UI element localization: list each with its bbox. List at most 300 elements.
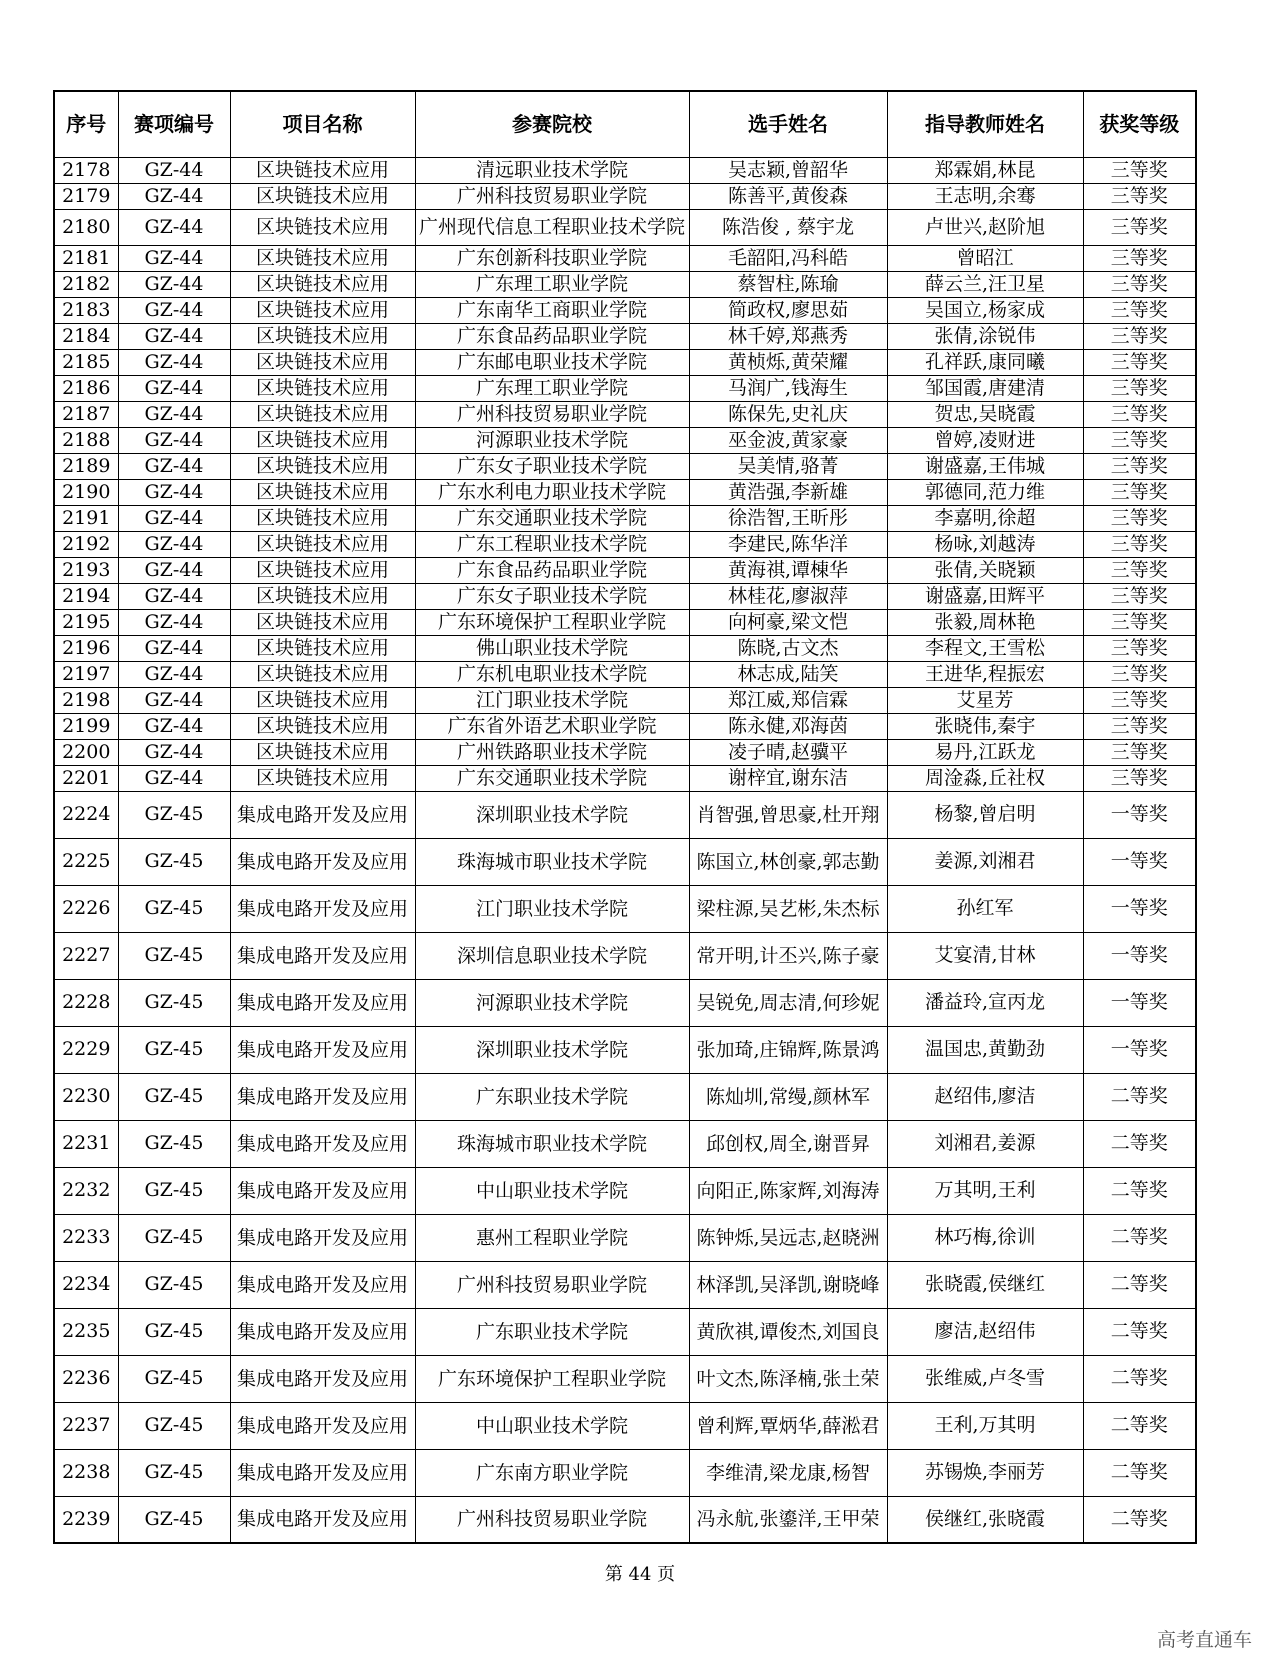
school-cell: 广东职业技术学院 bbox=[415, 1308, 689, 1355]
table-row bbox=[54, 479, 1196, 505]
advisors-cell: 吴国立,杨家成 bbox=[887, 297, 1083, 323]
contestants-cell: 陈晓,古文杰 bbox=[689, 635, 887, 661]
contestants-cell: 凌子晴,赵骥平 bbox=[689, 739, 887, 765]
table-row bbox=[54, 1449, 1196, 1496]
event-code-cell: GZ-44 bbox=[118, 609, 230, 635]
serial-cell: 2179 bbox=[54, 183, 118, 209]
advisors-cell: 艾宴清,甘林 bbox=[887, 932, 1083, 979]
award-cell: 二等奖 bbox=[1083, 1167, 1196, 1214]
contestants-cell: 蔡智柱,陈瑜 bbox=[689, 271, 887, 297]
serial-cell: 2230 bbox=[54, 1073, 118, 1120]
advisors-cell: 侯继红,张晓霞 bbox=[887, 1496, 1083, 1543]
event-code-cell: GZ-45 bbox=[118, 885, 230, 932]
award-cell: 三等奖 bbox=[1083, 635, 1196, 661]
table-row bbox=[54, 687, 1196, 713]
column-header: 获奖等级 bbox=[1083, 91, 1196, 157]
school-cell: 清远职业技术学院 bbox=[415, 157, 689, 183]
project-name-cell: 集成电路开发及应用 bbox=[230, 1402, 415, 1449]
table-row bbox=[54, 427, 1196, 453]
award-cell: 三等奖 bbox=[1083, 479, 1196, 505]
serial-cell: 2229 bbox=[54, 1026, 118, 1073]
school-cell: 河源职业技术学院 bbox=[415, 979, 689, 1026]
project-name-cell: 区块链技术应用 bbox=[230, 739, 415, 765]
serial-cell: 2180 bbox=[54, 209, 118, 245]
table-row bbox=[54, 1308, 1196, 1355]
table-row bbox=[54, 401, 1196, 427]
advisors-cell: 张倩,关晓颖 bbox=[887, 557, 1083, 583]
contestants-cell: 陈浩俊 , 蔡宇龙 bbox=[689, 209, 887, 245]
serial-cell: 2234 bbox=[54, 1261, 118, 1308]
serial-cell: 2239 bbox=[54, 1496, 118, 1543]
school-cell: 广东女子职业技术学院 bbox=[415, 583, 689, 609]
table-row bbox=[54, 1261, 1196, 1308]
event-code-cell: GZ-45 bbox=[118, 838, 230, 885]
project-name-cell: 区块链技术应用 bbox=[230, 183, 415, 209]
event-code-cell: GZ-44 bbox=[118, 349, 230, 375]
award-cell: 一等奖 bbox=[1083, 791, 1196, 838]
advisors-cell: 周淦淼,丘社权 bbox=[887, 765, 1083, 791]
serial-cell: 2196 bbox=[54, 635, 118, 661]
event-code-cell: GZ-44 bbox=[118, 427, 230, 453]
contestants-cell: 陈保先,史礼庆 bbox=[689, 401, 887, 427]
award-cell: 三等奖 bbox=[1083, 505, 1196, 531]
project-name-cell: 区块链技术应用 bbox=[230, 635, 415, 661]
project-name-cell: 集成电路开发及应用 bbox=[230, 1026, 415, 1073]
project-name-cell: 区块链技术应用 bbox=[230, 323, 415, 349]
school-cell: 广东职业技术学院 bbox=[415, 1073, 689, 1120]
table-row bbox=[54, 453, 1196, 479]
contestants-cell: 毛韶阳,冯科皓 bbox=[689, 245, 887, 271]
advisors-cell: 孔祥跃,康同曦 bbox=[887, 349, 1083, 375]
project-name-cell: 集成电路开发及应用 bbox=[230, 838, 415, 885]
contestants-cell: 林志成,陆笑 bbox=[689, 661, 887, 687]
advisors-cell: 万其明,王利 bbox=[887, 1167, 1083, 1214]
project-name-cell: 区块链技术应用 bbox=[230, 661, 415, 687]
project-name-cell: 集成电路开发及应用 bbox=[230, 1449, 415, 1496]
serial-cell: 2189 bbox=[54, 453, 118, 479]
contestants-cell: 巫金波,黄家豪 bbox=[689, 427, 887, 453]
table-row bbox=[54, 209, 1196, 245]
award-cell: 一等奖 bbox=[1083, 1026, 1196, 1073]
column-header: 指导教师姓名 bbox=[887, 91, 1083, 157]
school-cell: 广东南华工商职业学院 bbox=[415, 297, 689, 323]
advisors-cell: 苏锡焕,李丽芳 bbox=[887, 1449, 1083, 1496]
award-cell: 三等奖 bbox=[1083, 531, 1196, 557]
school-cell: 广东交通职业技术学院 bbox=[415, 505, 689, 531]
award-cell: 二等奖 bbox=[1083, 1449, 1196, 1496]
advisors-cell: 艾星芳 bbox=[887, 687, 1083, 713]
serial-cell: 2200 bbox=[54, 739, 118, 765]
table-row bbox=[54, 557, 1196, 583]
table-row bbox=[54, 1355, 1196, 1402]
award-cell: 二等奖 bbox=[1083, 1073, 1196, 1120]
award-cell: 三等奖 bbox=[1083, 765, 1196, 791]
table-row bbox=[54, 245, 1196, 271]
advisors-cell: 邹国霞,唐建清 bbox=[887, 375, 1083, 401]
contestants-cell: 冯永航,张鎏洋,王甲荣 bbox=[689, 1496, 887, 1543]
project-name-cell: 集成电路开发及应用 bbox=[230, 1214, 415, 1261]
contestants-cell: 林泽凯,吴泽凯,谢晓峰 bbox=[689, 1261, 887, 1308]
table-row bbox=[54, 885, 1196, 932]
award-cell: 三等奖 bbox=[1083, 427, 1196, 453]
award-cell: 三等奖 bbox=[1083, 157, 1196, 183]
event-code-cell: GZ-44 bbox=[118, 479, 230, 505]
table-row bbox=[54, 609, 1196, 635]
project-name-cell: 区块链技术应用 bbox=[230, 349, 415, 375]
project-name-cell: 集成电路开发及应用 bbox=[230, 1261, 415, 1308]
award-cell: 二等奖 bbox=[1083, 1402, 1196, 1449]
contestants-cell: 谢梓宜,谢东洁 bbox=[689, 765, 887, 791]
column-header: 参赛院校 bbox=[415, 91, 689, 157]
serial-cell: 2182 bbox=[54, 271, 118, 297]
serial-cell: 2191 bbox=[54, 505, 118, 531]
event-code-cell: GZ-45 bbox=[118, 1026, 230, 1073]
school-cell: 广州科技贸易职业学院 bbox=[415, 183, 689, 209]
school-cell: 广东女子职业技术学院 bbox=[415, 453, 689, 479]
contestants-cell: 向柯豪,梁文恺 bbox=[689, 609, 887, 635]
advisors-cell: 王进华,程振宏 bbox=[887, 661, 1083, 687]
table-body bbox=[54, 157, 1196, 1543]
project-name-cell: 集成电路开发及应用 bbox=[230, 1496, 415, 1543]
award-cell: 三等奖 bbox=[1083, 583, 1196, 609]
contestants-cell: 黄桢烁,黄荣耀 bbox=[689, 349, 887, 375]
school-cell: 广州现代信息工程职业技术学院 bbox=[415, 209, 689, 245]
event-code-cell: GZ-45 bbox=[118, 1261, 230, 1308]
event-code-cell: GZ-44 bbox=[118, 183, 230, 209]
table-row bbox=[54, 1026, 1196, 1073]
contestants-cell: 林桂花,廖淑萍 bbox=[689, 583, 887, 609]
school-cell: 深圳职业技术学院 bbox=[415, 1026, 689, 1073]
contestants-cell: 郑江威,郑信霖 bbox=[689, 687, 887, 713]
project-name-cell: 区块链技术应用 bbox=[230, 297, 415, 323]
award-cell: 一等奖 bbox=[1083, 838, 1196, 885]
serial-cell: 2198 bbox=[54, 687, 118, 713]
contestants-cell: 曾利辉,覃炳华,薛淞君 bbox=[689, 1402, 887, 1449]
award-cell: 三等奖 bbox=[1083, 375, 1196, 401]
column-header: 赛项编号 bbox=[118, 91, 230, 157]
contestants-cell: 常开明,计丕兴,陈子豪 bbox=[689, 932, 887, 979]
school-cell: 广州科技贸易职业学院 bbox=[415, 1496, 689, 1543]
school-cell: 广州铁路职业技术学院 bbox=[415, 739, 689, 765]
award-cell: 三等奖 bbox=[1083, 349, 1196, 375]
table-row bbox=[54, 1167, 1196, 1214]
school-cell: 广东食品药品职业学院 bbox=[415, 557, 689, 583]
table-row bbox=[54, 157, 1196, 183]
award-cell: 三等奖 bbox=[1083, 687, 1196, 713]
event-code-cell: GZ-45 bbox=[118, 1355, 230, 1402]
advisors-cell: 赵绍伟,廖洁 bbox=[887, 1073, 1083, 1120]
serial-cell: 2201 bbox=[54, 765, 118, 791]
project-name-cell: 集成电路开发及应用 bbox=[230, 979, 415, 1026]
school-cell: 佛山职业技术学院 bbox=[415, 635, 689, 661]
table-row bbox=[54, 635, 1196, 661]
award-cell: 一等奖 bbox=[1083, 932, 1196, 979]
advisors-cell: 杨咏,刘越涛 bbox=[887, 531, 1083, 557]
serial-cell: 2236 bbox=[54, 1355, 118, 1402]
award-cell: 三等奖 bbox=[1083, 609, 1196, 635]
award-cell: 三等奖 bbox=[1083, 271, 1196, 297]
serial-cell: 2225 bbox=[54, 838, 118, 885]
project-name-cell: 区块链技术应用 bbox=[230, 157, 415, 183]
table-row bbox=[54, 932, 1196, 979]
serial-cell: 2233 bbox=[54, 1214, 118, 1261]
advisors-cell: 张维威,卢冬雪 bbox=[887, 1355, 1083, 1402]
event-code-cell: GZ-44 bbox=[118, 209, 230, 245]
serial-cell: 2226 bbox=[54, 885, 118, 932]
table-row bbox=[54, 505, 1196, 531]
table-row bbox=[54, 1073, 1196, 1120]
contestants-cell: 叶文杰,陈泽楠,张土荣 bbox=[689, 1355, 887, 1402]
serial-cell: 2232 bbox=[54, 1167, 118, 1214]
school-cell: 河源职业技术学院 bbox=[415, 427, 689, 453]
serial-cell: 2185 bbox=[54, 349, 118, 375]
event-code-cell: GZ-44 bbox=[118, 323, 230, 349]
table-row bbox=[54, 979, 1196, 1026]
advisors-cell: 谢盛嘉,田辉平 bbox=[887, 583, 1083, 609]
advisors-cell: 谢盛嘉,王伟城 bbox=[887, 453, 1083, 479]
event-code-cell: GZ-45 bbox=[118, 1073, 230, 1120]
project-name-cell: 区块链技术应用 bbox=[230, 427, 415, 453]
advisors-cell: 姜源,刘湘君 bbox=[887, 838, 1083, 885]
table-row bbox=[54, 297, 1196, 323]
advisors-cell: 潘益玲,宣丙龙 bbox=[887, 979, 1083, 1026]
table-row bbox=[54, 583, 1196, 609]
school-cell: 广东理工职业学院 bbox=[415, 375, 689, 401]
event-code-cell: GZ-44 bbox=[118, 739, 230, 765]
serial-cell: 2235 bbox=[54, 1308, 118, 1355]
award-cell: 三等奖 bbox=[1083, 401, 1196, 427]
event-code-cell: GZ-45 bbox=[118, 791, 230, 838]
advisors-cell: 贺忠,吴晓霞 bbox=[887, 401, 1083, 427]
contestants-cell: 李建民,陈华洋 bbox=[689, 531, 887, 557]
serial-cell: 2188 bbox=[54, 427, 118, 453]
award-cell: 二等奖 bbox=[1083, 1214, 1196, 1261]
contestants-cell: 陈永健,邓海茵 bbox=[689, 713, 887, 739]
contestants-cell: 陈灿圳,常缦,颜林军 bbox=[689, 1073, 887, 1120]
serial-cell: 2199 bbox=[54, 713, 118, 739]
school-cell: 广州科技贸易职业学院 bbox=[415, 401, 689, 427]
advisors-cell: 郑霖娟,林昆 bbox=[887, 157, 1083, 183]
advisors-cell: 杨黎,曾启明 bbox=[887, 791, 1083, 838]
contestants-cell: 肖智强,曾思豪,杜开翔 bbox=[689, 791, 887, 838]
contestants-cell: 吴美情,骆菁 bbox=[689, 453, 887, 479]
event-code-cell: GZ-44 bbox=[118, 583, 230, 609]
serial-cell: 2192 bbox=[54, 531, 118, 557]
table-row bbox=[54, 1214, 1196, 1261]
serial-cell: 2186 bbox=[54, 375, 118, 401]
advisors-cell: 曾婷,凌财进 bbox=[887, 427, 1083, 453]
advisors-cell: 李程文,王雪松 bbox=[887, 635, 1083, 661]
event-code-cell: GZ-44 bbox=[118, 271, 230, 297]
table-row bbox=[54, 1402, 1196, 1449]
project-name-cell: 区块链技术应用 bbox=[230, 609, 415, 635]
school-cell: 江门职业技术学院 bbox=[415, 885, 689, 932]
award-cell: 三等奖 bbox=[1083, 323, 1196, 349]
award-cell: 三等奖 bbox=[1083, 713, 1196, 739]
project-name-cell: 集成电路开发及应用 bbox=[230, 932, 415, 979]
event-code-cell: GZ-44 bbox=[118, 765, 230, 791]
school-cell: 广东交通职业技术学院 bbox=[415, 765, 689, 791]
table-row bbox=[54, 531, 1196, 557]
event-code-cell: GZ-44 bbox=[118, 531, 230, 557]
event-code-cell: GZ-44 bbox=[118, 635, 230, 661]
event-code-cell: GZ-44 bbox=[118, 375, 230, 401]
project-name-cell: 区块链技术应用 bbox=[230, 401, 415, 427]
school-cell: 中山职业技术学院 bbox=[415, 1167, 689, 1214]
advisors-cell: 易丹,江跃龙 bbox=[887, 739, 1083, 765]
school-cell: 广东南方职业学院 bbox=[415, 1449, 689, 1496]
project-name-cell: 区块链技术应用 bbox=[230, 713, 415, 739]
table-row bbox=[54, 661, 1196, 687]
award-cell: 三等奖 bbox=[1083, 209, 1196, 245]
project-name-cell: 集成电路开发及应用 bbox=[230, 1308, 415, 1355]
serial-cell: 2183 bbox=[54, 297, 118, 323]
column-header: 项目名称 bbox=[230, 91, 415, 157]
table-row bbox=[54, 323, 1196, 349]
table-row bbox=[54, 791, 1196, 838]
event-code-cell: GZ-44 bbox=[118, 557, 230, 583]
project-name-cell: 区块链技术应用 bbox=[230, 375, 415, 401]
project-name-cell: 区块链技术应用 bbox=[230, 245, 415, 271]
school-cell: 广东邮电职业技术学院 bbox=[415, 349, 689, 375]
serial-cell: 2238 bbox=[54, 1449, 118, 1496]
contestants-cell: 吴志颖,曾韶华 bbox=[689, 157, 887, 183]
table-row bbox=[54, 713, 1196, 739]
event-code-cell: GZ-45 bbox=[118, 979, 230, 1026]
event-code-cell: GZ-44 bbox=[118, 661, 230, 687]
event-code-cell: GZ-44 bbox=[118, 505, 230, 531]
school-cell: 惠州工程职业学院 bbox=[415, 1214, 689, 1261]
school-cell: 珠海城市职业技术学院 bbox=[415, 838, 689, 885]
award-cell: 一等奖 bbox=[1083, 885, 1196, 932]
advisors-cell: 张晓霞,侯继红 bbox=[887, 1261, 1083, 1308]
table-row bbox=[54, 838, 1196, 885]
contestants-cell: 梁柱源,吴艺彬,朱杰标 bbox=[689, 885, 887, 932]
table-row bbox=[54, 739, 1196, 765]
school-cell: 广东创新科技职业学院 bbox=[415, 245, 689, 271]
serial-cell: 2231 bbox=[54, 1120, 118, 1167]
event-code-cell: GZ-44 bbox=[118, 453, 230, 479]
award-cell: 三等奖 bbox=[1083, 245, 1196, 271]
project-name-cell: 区块链技术应用 bbox=[230, 583, 415, 609]
serial-cell: 2193 bbox=[54, 557, 118, 583]
award-cell: 二等奖 bbox=[1083, 1496, 1196, 1543]
table-row bbox=[54, 349, 1196, 375]
event-code-cell: GZ-45 bbox=[118, 1308, 230, 1355]
advisors-cell: 廖洁,赵绍伟 bbox=[887, 1308, 1083, 1355]
project-name-cell: 集成电路开发及应用 bbox=[230, 1120, 415, 1167]
project-name-cell: 集成电路开发及应用 bbox=[230, 1355, 415, 1402]
project-name-cell: 区块链技术应用 bbox=[230, 531, 415, 557]
serial-cell: 2178 bbox=[54, 157, 118, 183]
project-name-cell: 区块链技术应用 bbox=[230, 687, 415, 713]
contestants-cell: 邱创权,周全,谢晋昇 bbox=[689, 1120, 887, 1167]
award-cell: 二等奖 bbox=[1083, 1355, 1196, 1402]
event-code-cell: GZ-44 bbox=[118, 245, 230, 271]
contestants-cell: 李维清,梁龙康,杨智 bbox=[689, 1449, 887, 1496]
table-row bbox=[54, 1120, 1196, 1167]
serial-cell: 2184 bbox=[54, 323, 118, 349]
award-cell: 三等奖 bbox=[1083, 297, 1196, 323]
award-cell: 三等奖 bbox=[1083, 661, 1196, 687]
serial-cell: 2228 bbox=[54, 979, 118, 1026]
contestants-cell: 林千婷,郑燕秀 bbox=[689, 323, 887, 349]
school-cell: 广东省外语艺术职业学院 bbox=[415, 713, 689, 739]
school-cell: 广东水利电力职业技术学院 bbox=[415, 479, 689, 505]
page-number: 第 44 页 bbox=[604, 1564, 676, 1585]
event-code-cell: GZ-45 bbox=[118, 1402, 230, 1449]
advisors-cell: 温国忠,黄勤劲 bbox=[887, 1026, 1083, 1073]
awards-table bbox=[53, 90, 1197, 1544]
serial-cell: 2224 bbox=[54, 791, 118, 838]
school-cell: 广东食品药品职业学院 bbox=[415, 323, 689, 349]
contestants-cell: 黄浩强,李新雄 bbox=[689, 479, 887, 505]
award-cell: 一等奖 bbox=[1083, 979, 1196, 1026]
event-code-cell: GZ-44 bbox=[118, 297, 230, 323]
contestants-cell: 徐浩智,王昕彤 bbox=[689, 505, 887, 531]
serial-cell: 2227 bbox=[54, 932, 118, 979]
school-cell: 广东理工职业学院 bbox=[415, 271, 689, 297]
event-code-cell: GZ-45 bbox=[118, 1496, 230, 1543]
contestants-cell: 陈国立,林创豪,郭志勤 bbox=[689, 838, 887, 885]
project-name-cell: 区块链技术应用 bbox=[230, 557, 415, 583]
serial-cell: 2197 bbox=[54, 661, 118, 687]
advisors-cell: 郭德同,范力维 bbox=[887, 479, 1083, 505]
contestants-cell: 向阳正,陈家辉,刘海涛 bbox=[689, 1167, 887, 1214]
contestants-cell: 简政权,廖思茹 bbox=[689, 297, 887, 323]
school-cell: 广东环境保护工程职业学院 bbox=[415, 1355, 689, 1402]
serial-cell: 2237 bbox=[54, 1402, 118, 1449]
award-cell: 二等奖 bbox=[1083, 1120, 1196, 1167]
contestants-cell: 马润广,钱海生 bbox=[689, 375, 887, 401]
event-code-cell: GZ-45 bbox=[118, 932, 230, 979]
column-header: 选手姓名 bbox=[689, 91, 887, 157]
school-cell: 广东环境保护工程职业学院 bbox=[415, 609, 689, 635]
advisors-cell: 李嘉明,徐超 bbox=[887, 505, 1083, 531]
school-cell: 广东机电职业技术学院 bbox=[415, 661, 689, 687]
project-name-cell: 区块链技术应用 bbox=[230, 209, 415, 245]
advisors-cell: 张倩,涂锐伟 bbox=[887, 323, 1083, 349]
school-cell: 广州科技贸易职业学院 bbox=[415, 1261, 689, 1308]
serial-cell: 2181 bbox=[54, 245, 118, 271]
watermark: 高考直通车 bbox=[1156, 1629, 1252, 1651]
event-code-cell: GZ-45 bbox=[118, 1214, 230, 1261]
advisors-cell: 林巧梅,徐训 bbox=[887, 1214, 1083, 1261]
serial-cell: 2195 bbox=[54, 609, 118, 635]
school-cell: 广东工程职业技术学院 bbox=[415, 531, 689, 557]
advisors-cell: 孙红军 bbox=[887, 885, 1083, 932]
award-cell: 二等奖 bbox=[1083, 1308, 1196, 1355]
project-name-cell: 集成电路开发及应用 bbox=[230, 1167, 415, 1214]
advisors-cell: 张晓伟,秦宇 bbox=[887, 713, 1083, 739]
serial-cell: 2190 bbox=[54, 479, 118, 505]
event-code-cell: GZ-44 bbox=[118, 687, 230, 713]
award-cell: 三等奖 bbox=[1083, 183, 1196, 209]
table-row bbox=[54, 1496, 1196, 1543]
table-row bbox=[54, 183, 1196, 209]
table-row bbox=[54, 765, 1196, 791]
award-cell: 三等奖 bbox=[1083, 557, 1196, 583]
table-row bbox=[54, 375, 1196, 401]
contestants-cell: 陈钟烁,吴远志,赵晓洲 bbox=[689, 1214, 887, 1261]
award-cell: 三等奖 bbox=[1083, 453, 1196, 479]
event-code-cell: GZ-45 bbox=[118, 1449, 230, 1496]
award-cell: 二等奖 bbox=[1083, 1261, 1196, 1308]
project-name-cell: 集成电路开发及应用 bbox=[230, 1073, 415, 1120]
school-cell: 中山职业技术学院 bbox=[415, 1402, 689, 1449]
school-cell: 深圳职业技术学院 bbox=[415, 791, 689, 838]
table-header bbox=[54, 91, 1196, 157]
